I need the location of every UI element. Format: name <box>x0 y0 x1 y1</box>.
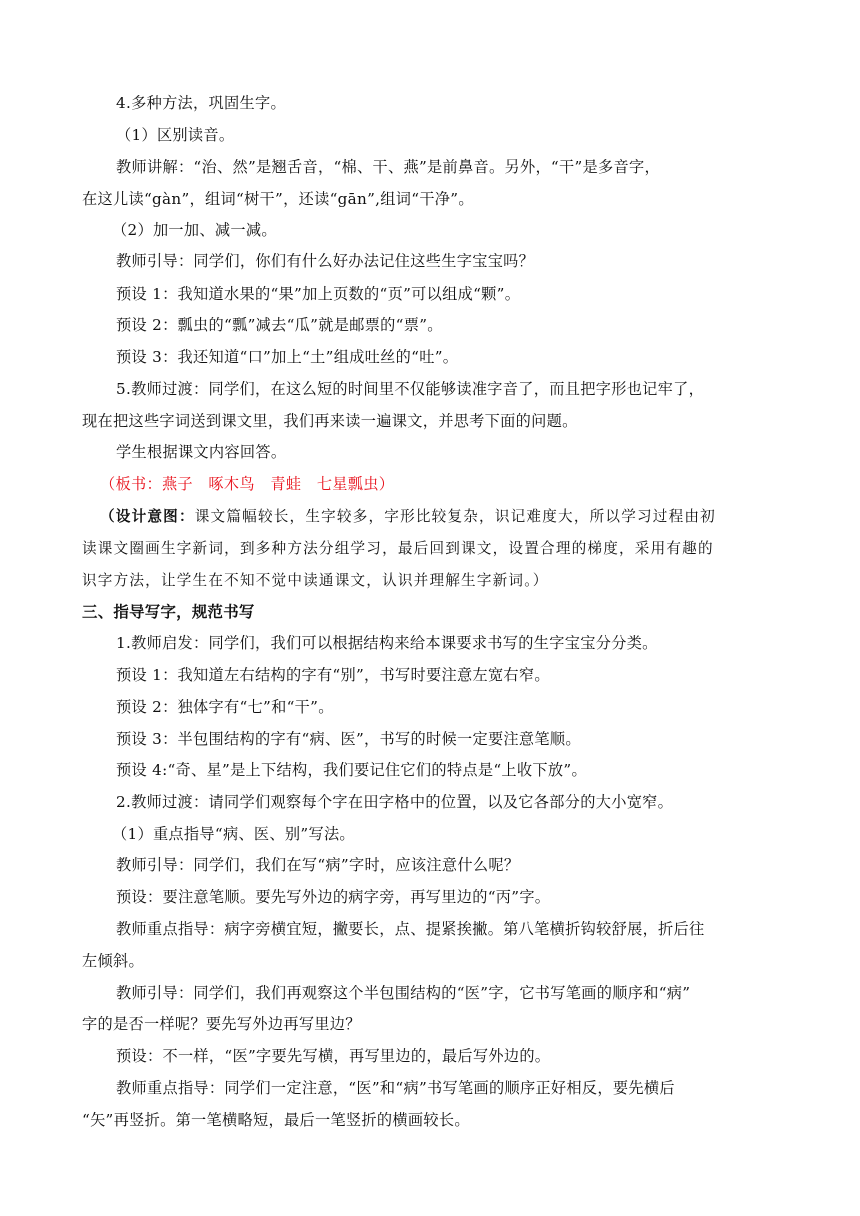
paragraph-line: 预设：要注意笔顺。要先写外边的病字旁，再写里边的“丙”字。 <box>116 888 551 906</box>
blackboard-note: （板书：燕子 啄木鸟 青蛙 七星瓢虫） <box>100 475 395 493</box>
paragraph-line: 预设 2：瓢虫的“瓢”减去“瓜”就是邮票的“票”。 <box>116 316 443 334</box>
paragraph-line: 字的是否一样呢？要先写外边再写里边？ <box>82 1015 361 1033</box>
paragraph-line: 预设 2：独体字有“七”和“干”。 <box>116 698 334 716</box>
paragraph-line: 教师讲解：“治、然”是翘舌音，“棉、干、燕”是前鼻音。另外，“干”是多音字， <box>116 158 660 176</box>
paragraph-line: 学生根据课文内容回答。 <box>116 443 287 461</box>
sub-item-1: （1）重点指导“病、医、别”写法。 <box>112 825 355 843</box>
design-intent-text: 课文篇幅较长，生字较多，字形比较复杂，识记难度大，所以学习过程由初 <box>194 508 716 525</box>
sub-item-2: （2）加一加、减一减。 <box>112 221 277 239</box>
paragraph-line: 教师重点指导：同学们一定注意，“医”和“病”书写笔画的顺序正好相反，要先横后 <box>116 1079 675 1097</box>
paragraph-line: 教师引导：同学们，你们有什么好办法记住这些生字宝宝吗？ <box>116 252 535 270</box>
paragraph-line: “矢”再竖折。第一笔横略短，最后一笔竖折的横画较长。 <box>82 1111 470 1129</box>
section-heading: 三、指导写字，规范书写 <box>82 603 255 621</box>
paragraph-line: 在这儿读“gàn”，组词“树干”，还读“gān”,组词“干净”。 <box>82 190 474 208</box>
paragraph-line: 预设：不一样，“医”字要先写横，再写里边的，最后写外边的。 <box>116 1047 551 1065</box>
paragraph-line: 1.教师启发：同学们，我们可以根据结构来给本课要求书写的生字宝宝分分类。 <box>116 634 658 652</box>
paragraph-line: 教师引导：同学们，我们再观察这个半包围结构的“医”字，它书写笔画的顺序和“病” <box>116 984 691 1002</box>
design-intent-label: （设计意图： <box>100 508 195 525</box>
design-intent-line <box>100 505 716 526</box>
paragraph-line: 预设 3：我还知道“口”加上“土”组成吐丝的“吐”。 <box>116 348 459 366</box>
step-4-title: 4.多种方法，巩固生字。 <box>116 94 286 112</box>
design-intent-line: 读课文圈画生字新词，到多种方法分组学习，最后回到课文，设置合理的梯度，采用有趣的 <box>82 540 714 557</box>
paragraph-line: 教师重点指导：病字旁横宜短，撇要长，点、提紧挨撇。第八笔横折钩较舒展，折后往 <box>116 920 705 938</box>
paragraph-line: 左倾斜。 <box>82 952 144 970</box>
sub-item-1: （1）区别读音。 <box>116 126 235 144</box>
step-5-line: 5.教师过渡：同学们，在这么短的时间里不仅能够读准字音了，而且把字形也记牢了， <box>116 380 705 398</box>
paragraph-line: 现在把这些字词送到课文里，我们再来读一遍课文，并思考下面的问题。 <box>82 412 578 430</box>
paragraph-line: 预设 1：我知道左右结构的字有“别”，书写时要注意左宽右窄。 <box>116 666 550 684</box>
paragraph-line: 教师引导：同学们，我们在写“病”字时，应该注意什么呢？ <box>116 856 520 874</box>
design-intent-line: 识字方法，让学生在不知不觉中读通课文，认识并理解生字新词。） <box>82 572 549 589</box>
paragraph-line: 2.教师过渡：请同学们观察每个字在田字格中的位置，以及它各部分的大小宽窄。 <box>116 793 674 811</box>
paragraph-line: 预设 1：我知道水果的“果”加上页数的“页”可以组成“颗”。 <box>116 285 521 303</box>
paragraph-line: 预设 3：半包围结构的字有“病、医”，书写的时候一定要注意笔顺。 <box>116 730 581 748</box>
paragraph-line: 预设 4:“奇、星”是上下结构，我们要记住它们的特点是“上收下放”。 <box>116 761 587 779</box>
